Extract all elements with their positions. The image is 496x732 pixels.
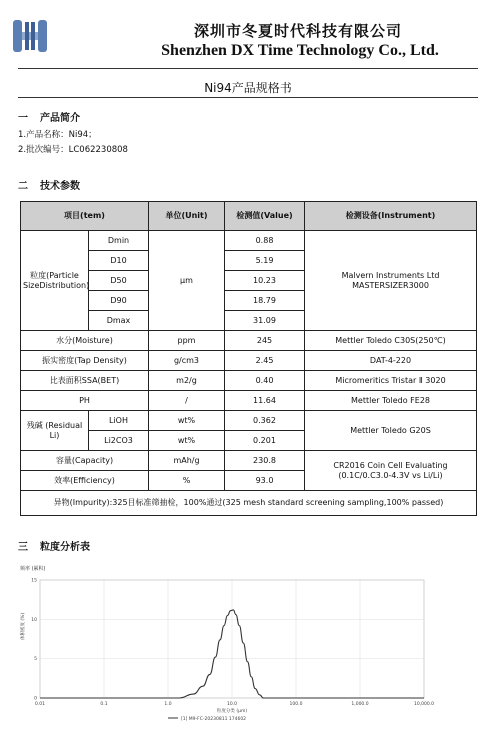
x-tick-label: 0.1 [100,702,108,707]
tap-unit: g/cm3 [149,351,225,371]
section-heading-intro: 一 产品简介 [18,113,80,124]
header-item: 项目(tem) [21,202,149,231]
alkali-value: 0.201 [225,431,305,451]
moisture-unit: ppm [149,331,225,351]
alkali-label: 残碱 (Residual Li) [21,411,89,451]
table-row [21,331,477,351]
ph-instrument: Mettler Toledo FE28 [305,391,477,411]
x-tick-label: 1,000.0 [351,702,369,707]
chart-legend: [1] M9-FC-20230811 174602 [181,717,247,722]
section-heading-psd: 三 粒度分析表 [18,542,90,553]
psd-value: 18.79 [225,291,305,311]
ssa-instrument: Micromeritics Tristar Ⅱ 3020 [305,371,477,391]
table-row [21,491,477,516]
moisture-value: 245 [225,331,305,351]
header-divider [18,68,478,69]
alkali-unit: wt% [149,431,225,451]
psd-instrument: Malvern Instruments Ltd MASTERSIZER3000 [305,231,477,331]
chart-ylabel: 体积密度 (%) [21,612,26,640]
product-name-line: 1.产品名称：Ni94； [18,130,97,140]
alkali-unit: wt% [149,411,225,431]
x-tick-label: 10.0 [226,702,238,707]
header-instrument: 检测设备(Instrument) [305,202,477,231]
table-row [21,231,477,251]
psd-name: D10 [89,251,149,271]
psd-unit: μm [149,231,225,331]
capacity-unit: mAh/g [149,451,225,471]
psd-value: 31.09 [225,311,305,331]
efficiency-value: 93.0 [225,471,305,491]
psd-name: Dmin [89,231,149,251]
company-name-en: Shenzhen DX Time Technology Co., Ltd. [161,42,439,59]
company-name-cn: 深圳市冬夏时代科技有限公司 [193,22,402,40]
table-row [21,371,477,391]
y-tick-label: 5 [34,657,37,663]
moisture-label: 水分(Moisture) [21,331,149,351]
tap-instrument: DAT-4-220 [305,351,477,371]
particle-size-chart [18,560,435,722]
y-tick-label: 0 [34,696,37,702]
title-divider [18,97,478,98]
ph-unit: / [149,391,225,411]
batch-number-line: 2.批次编号：LC062230808 [18,145,128,155]
x-tick-label: 10,000.0 [413,702,435,707]
table-row [21,351,477,371]
y-tick-label: 10 [31,617,37,623]
alkali-name: LiOH [89,411,149,431]
ssa-label: 比表面积SSA(BET) [21,371,149,391]
chart-xlabel: 粒度分类 (μm) [216,709,248,714]
y-tick-label: 15 [31,578,37,584]
psd-name: D50 [89,271,149,291]
x-tick-label: 0.01 [34,702,46,707]
spec-table [20,201,477,516]
psd-value: 10.23 [225,271,305,291]
impurity-row: 异物(Impurity):325目标准筛抽检，100%通过(325 mesh standard screening sampling,100% passed) [21,491,477,516]
ssa-unit: m2/g [149,371,225,391]
cell-instrument: CR2016 Coin Cell Evaluating (0.1C/0.C3.0-4.3V vs Li/Li) [305,451,477,491]
alkali-name: Li2CO3 [89,431,149,451]
efficiency-unit: % [149,471,225,491]
document-title: Ni94产品规格书 [204,81,292,95]
psd-name: Dmax [89,311,149,331]
tap-value: 2.45 [225,351,305,371]
alkali-instrument: Mettler Toledo G20S [305,411,477,451]
psd-label: 粒度(Particle SizeDistribution) [21,231,89,331]
capacity-value: 230.8 [225,451,305,471]
ssa-value: 0.40 [225,371,305,391]
psd-value: 0.88 [225,231,305,251]
ph-label: PH [21,391,149,411]
x-tick-label: 1.0 [164,702,172,707]
table-row [21,391,477,411]
header-value: 检测值(Value) [225,202,305,231]
moisture-instrument: Mettler Toledo C30S(250℃) [305,331,477,351]
company-logo-icon [10,16,50,56]
table-row [21,411,477,431]
table-row [21,451,477,471]
efficiency-label: 效率(Efficiency) [21,471,149,491]
x-tick-label: 100.0 [289,702,303,707]
capacity-label: 容量(Capacity) [21,451,149,471]
tap-label: 振实密度(Tap Density) [21,351,149,371]
table-header-row [21,202,477,231]
header-unit: 单位(Unit) [149,202,225,231]
psd-value: 5.19 [225,251,305,271]
chart-ylabel-top: 频率 (累积) [20,566,46,572]
section-heading-params: 二 技术参数 [18,181,80,192]
ph-value: 11.64 [225,391,305,411]
psd-name: D90 [89,291,149,311]
alkali-value: 0.362 [225,411,305,431]
